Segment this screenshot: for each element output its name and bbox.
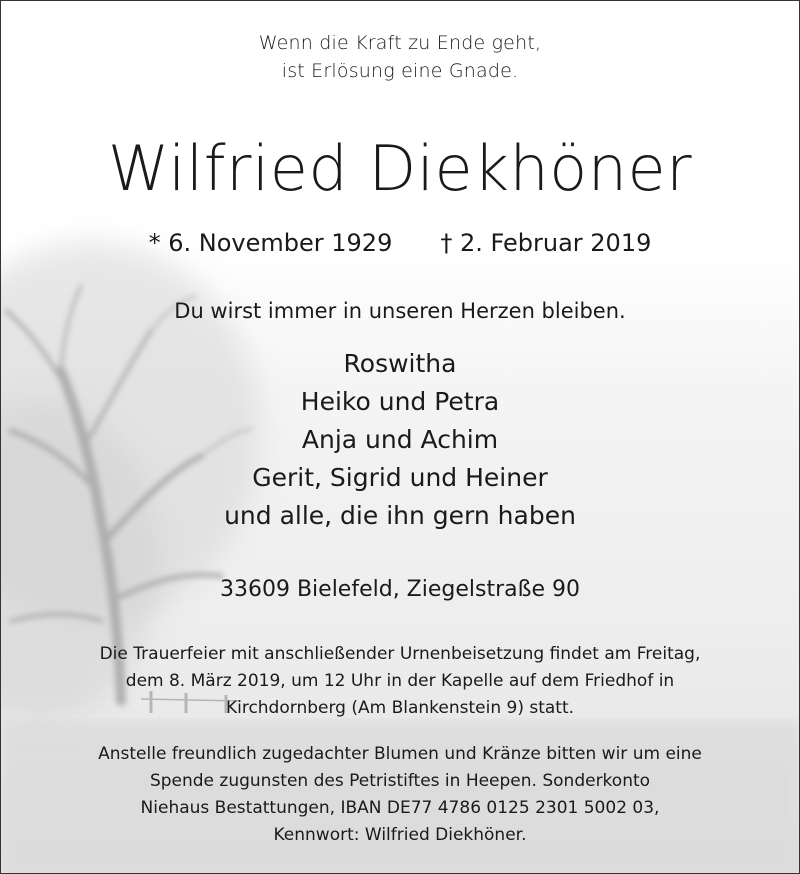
donation-line: Kennwort: Wilfried Diekhöner. (273, 825, 527, 845)
mourner-entry: Heiko und Petra (300, 387, 500, 416)
motto-line: Wenn die Kraft zu Ende geht, (258, 32, 542, 54)
motto (1, 29, 799, 85)
donation-line: Niehaus Bestattungen, IBAN DE77 4786 0125 2301 5002 03, (140, 798, 660, 818)
family-address: 33609 Bielefeld, Ziegelstraße 90 (219, 577, 581, 602)
ceremony-line: dem 8. März 2019, um 12 Uhr in der Kapelle auf dem Friedhof in (125, 671, 675, 691)
ceremony-line: Kirchdornberg (Am Blankenstein 9) statt. (225, 698, 575, 718)
donation-line: Spende zugunsten des Petristiftes in Heepen. Sonderkonto (149, 771, 651, 791)
mourner-entry: und alle, die ihn gern haben (224, 501, 576, 530)
ceremony-details (1, 641, 799, 722)
motto-line: ist Erlösung eine Gnade. (281, 60, 519, 82)
mourner-entry: Roswitha (343, 349, 457, 378)
donation-request (1, 741, 799, 849)
birth-date: * 6. November 1929 (148, 229, 393, 257)
deceased-name: Wilfried Diekhöner (107, 132, 693, 205)
mourner-entry: Gerit, Sigrid und Heiner (252, 463, 548, 492)
death-date: † 2. Februar 2019 (440, 229, 652, 257)
notice-content (1, 1, 799, 873)
ceremony-line: Die Trauerfeier mit anschließender Urnenbeisetzung findet am Freitag, (99, 644, 701, 664)
mourners-list (1, 345, 799, 535)
life-dates (1, 227, 799, 259)
donation-line: Anstelle freundlich zugedachter Blumen und Kränze bitten wir um eine (98, 744, 702, 764)
farewell-line: Du wirst immer in unseren Herzen bleiben. (174, 299, 626, 323)
mourner-entry: Anja und Achim (301, 425, 499, 454)
